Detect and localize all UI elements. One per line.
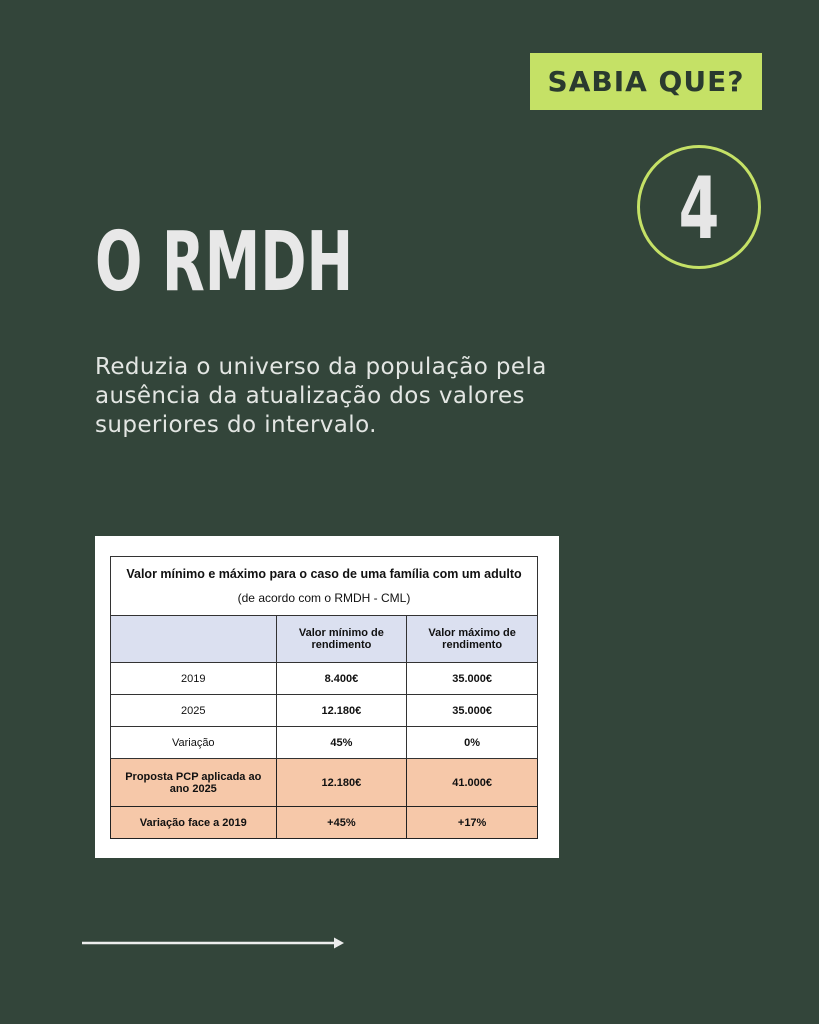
- highlight-cell: +17%: [407, 807, 538, 839]
- row-label: 2025: [111, 695, 277, 727]
- description-text: Reduzia o universo da população pela ausência da atualização dos valores superiores do intervalo.: [95, 354, 547, 438]
- row-label: Variação: [111, 727, 277, 759]
- table-row: [111, 727, 538, 759]
- header-cell: Valor máximo de rendimento: [407, 616, 538, 663]
- highlight-cell: +45%: [276, 807, 407, 839]
- table-row: [111, 663, 538, 695]
- highlight-row: [111, 759, 538, 807]
- table-title-row: [111, 557, 538, 592]
- table-subtitle: (de acordo com o RMDH - CML): [111, 591, 538, 616]
- table-cell: 45%: [276, 727, 407, 759]
- highlight-row: [111, 807, 538, 839]
- page-title: O RMDH: [95, 215, 354, 310]
- table-cell: 8.400€: [276, 663, 407, 695]
- table-title: Valor mínimo e máximo para o caso de uma família com um adulto: [111, 557, 538, 592]
- slide-number-circle: [637, 145, 761, 269]
- highlight-cell: 41.000€: [407, 759, 538, 807]
- slide-number: 4: [678, 159, 720, 259]
- sabia-que-badge: SABIA QUE?: [530, 53, 762, 110]
- table-cell: 12.180€: [276, 695, 407, 727]
- highlight-label: Variação face a 2019: [111, 807, 277, 839]
- table-cell: 35.000€: [407, 695, 538, 727]
- highlight-label: Proposta PCP aplicada ao ano 2025: [111, 759, 277, 807]
- table-subtitle-row: [111, 591, 538, 616]
- highlight-cell: 12.180€: [276, 759, 407, 807]
- income-table: [110, 556, 538, 839]
- table-row: [111, 695, 538, 727]
- header-cell: Valor mínimo de rendimento: [276, 616, 407, 663]
- table-cell: 0%: [407, 727, 538, 759]
- table-header-row: [111, 616, 538, 663]
- header-cell: [111, 616, 277, 663]
- row-label: 2019: [111, 663, 277, 695]
- arrow-right-icon[interactable]: [82, 936, 346, 950]
- table-cell: 35.000€: [407, 663, 538, 695]
- income-table-card: [95, 536, 559, 858]
